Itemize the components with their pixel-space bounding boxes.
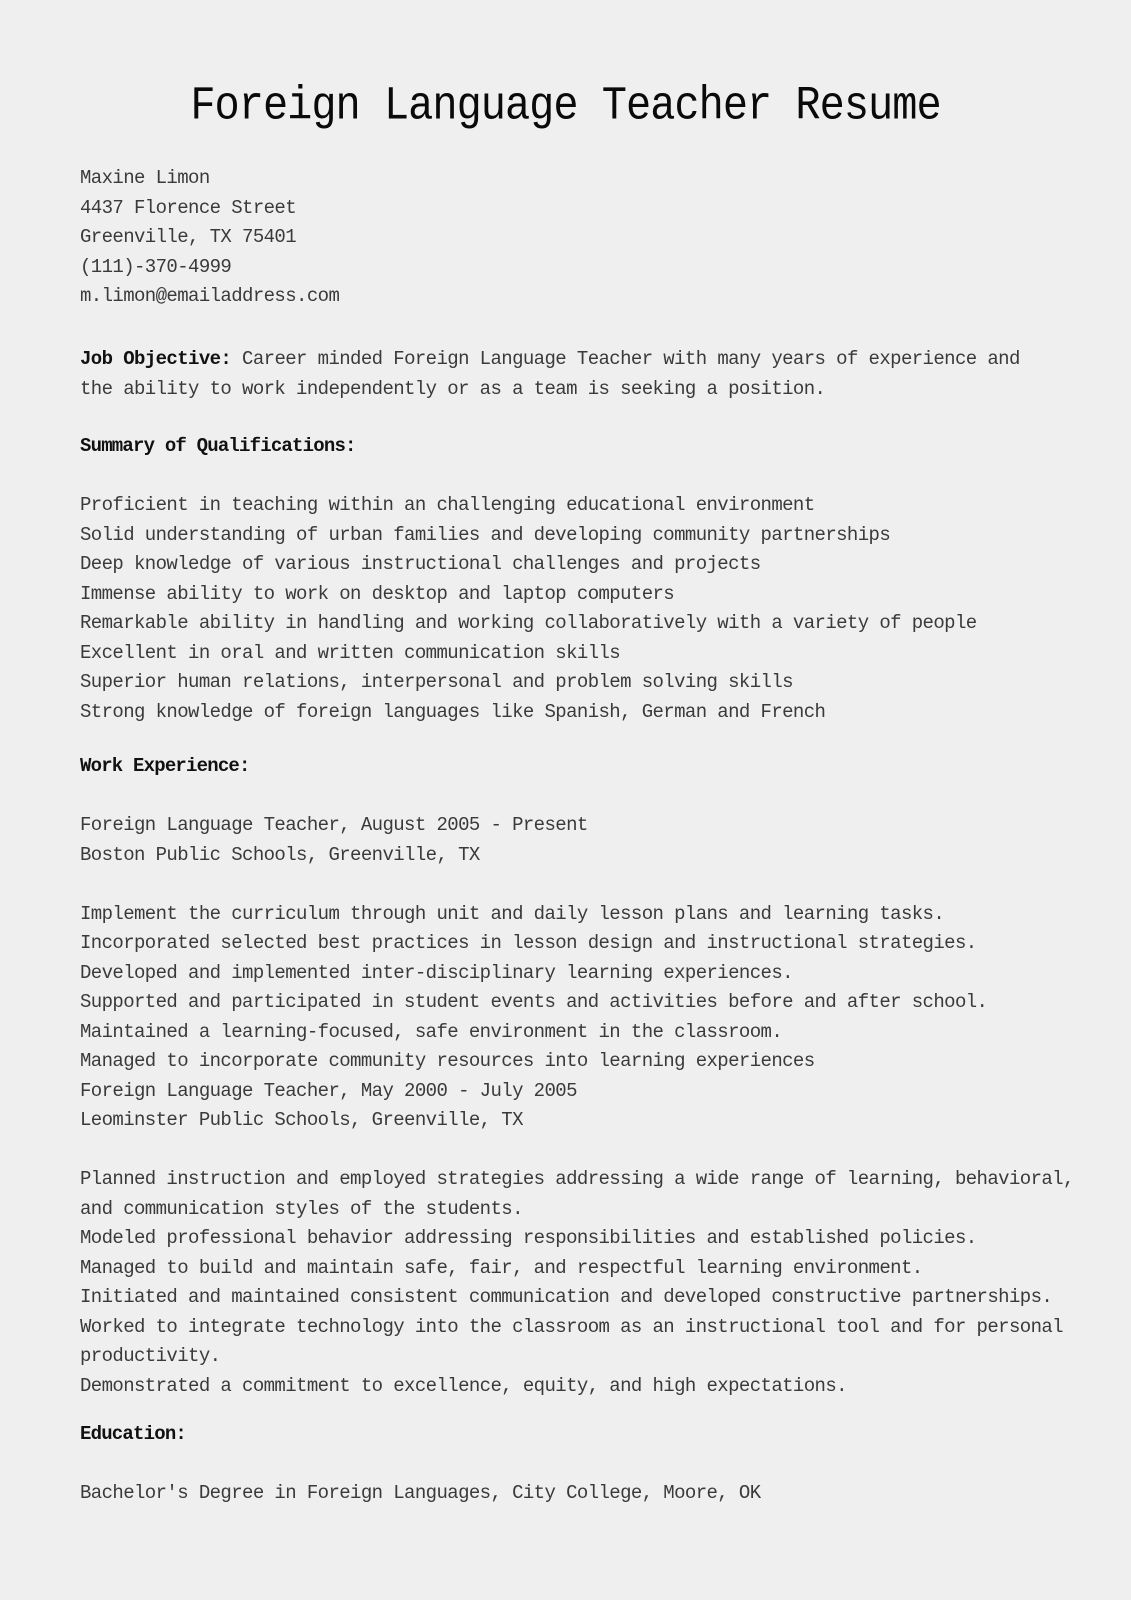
qualification-item: Excellent in oral and written communication skills bbox=[80, 641, 621, 664]
objective-text-1: Career minded Foreign Language Teacher with many years of experience and bbox=[231, 348, 1020, 370]
job-duty: Modeled professional behavior addressing responsibilities and established policies. bbox=[80, 1227, 977, 1249]
qualifications-section bbox=[80, 432, 1080, 727]
job-duty: Initiated and maintained consistent communication and developed constructive partnerships. bbox=[80, 1286, 1053, 1308]
job-duty: Worked to integrate technology into the classroom as an instructional tool and for personal bbox=[80, 1315, 1063, 1338]
qualification-item: Deep knowledge of various instructional challenges and projects bbox=[80, 553, 761, 575]
education-item: Bachelor's Degree in Foreign Languages, City College, Moore, OK bbox=[80, 1482, 761, 1504]
contact-city-state-zip: Greenville, TX 75401 bbox=[80, 226, 297, 248]
job-duty: Developed and implemented inter-disciplinary learning experiences. bbox=[80, 961, 793, 984]
qualifications-heading: Summary of Qualifications: bbox=[80, 435, 356, 457]
experience-heading: Work Experience: bbox=[80, 755, 250, 777]
job-title-line: Foreign Language Teacher, August 2005 - Present bbox=[80, 814, 588, 836]
contact-block bbox=[80, 164, 1080, 312]
job-title-line: Foreign Language Teacher, May 2000 - July 2005 bbox=[80, 1079, 577, 1102]
contact-phone: (111)-370-4999 bbox=[80, 255, 232, 278]
qualification-item: Immense ability to work on desktop and laptop computers bbox=[80, 582, 675, 605]
job-duty: Managed to build and maintain safe, fair, and respectful learning environment. bbox=[80, 1256, 923, 1279]
qualification-item: Superior human relations, interpersonal and problem solving skills bbox=[80, 671, 793, 693]
job-duty: Supported and participated in student events and activities before and after school. bbox=[80, 991, 988, 1013]
qualification-item: Remarkable ability in handling and working collaboratively with a variety of people bbox=[80, 612, 977, 634]
experience-section bbox=[80, 752, 1080, 1401]
job-duty: Incorporated selected best practices in lesson design and instructional strategies. bbox=[80, 932, 977, 954]
job-duty: Implement the curriculum through unit and daily lesson plans and learning tasks. bbox=[80, 902, 945, 925]
job-duty: Demonstrated a commitment to excellence, equity, and high expectations. bbox=[80, 1374, 847, 1397]
job-duty: Maintained a learning-focused, safe environment in the classroom. bbox=[80, 1020, 783, 1043]
job-duty: productivity. bbox=[80, 1345, 221, 1367]
objective-line-1 bbox=[80, 345, 1080, 375]
job-duty: and communication styles of the students. bbox=[80, 1197, 523, 1220]
contact-email: m.limon@emailaddress.com bbox=[80, 285, 340, 307]
job-employer-line: Boston Public Schools, Greenville, TX bbox=[80, 843, 480, 866]
job-duty: Managed to incorporate community resources into learning experiences bbox=[80, 1050, 815, 1072]
qualification-item: Strong knowledge of foreign languages like Spanish, German and French bbox=[80, 700, 826, 723]
contact-street: 4437 Florence Street bbox=[80, 196, 297, 219]
education-heading: Education: bbox=[80, 1423, 187, 1445]
objective-label: Job Objective: bbox=[80, 348, 232, 370]
objective-block bbox=[80, 345, 1080, 404]
objective-line-2: the ability to work independently or as a team is seeking a position. bbox=[80, 377, 826, 400]
contact-name: Maxine Limon bbox=[80, 167, 210, 189]
job-duty: Planned instruction and employed strategies addressing a wide range of learning, behavioral, bbox=[80, 1168, 1074, 1190]
education-section bbox=[80, 1420, 1080, 1509]
document-title: Foreign Language Teacher Resume bbox=[190, 79, 941, 133]
qualification-item: Proficient in teaching within an challenging educational environment bbox=[80, 494, 815, 516]
job-employer-line: Leominster Public Schools, Greenville, TX bbox=[80, 1109, 523, 1131]
qualification-item: Solid understanding of urban families and developing community partnerships bbox=[80, 523, 891, 546]
